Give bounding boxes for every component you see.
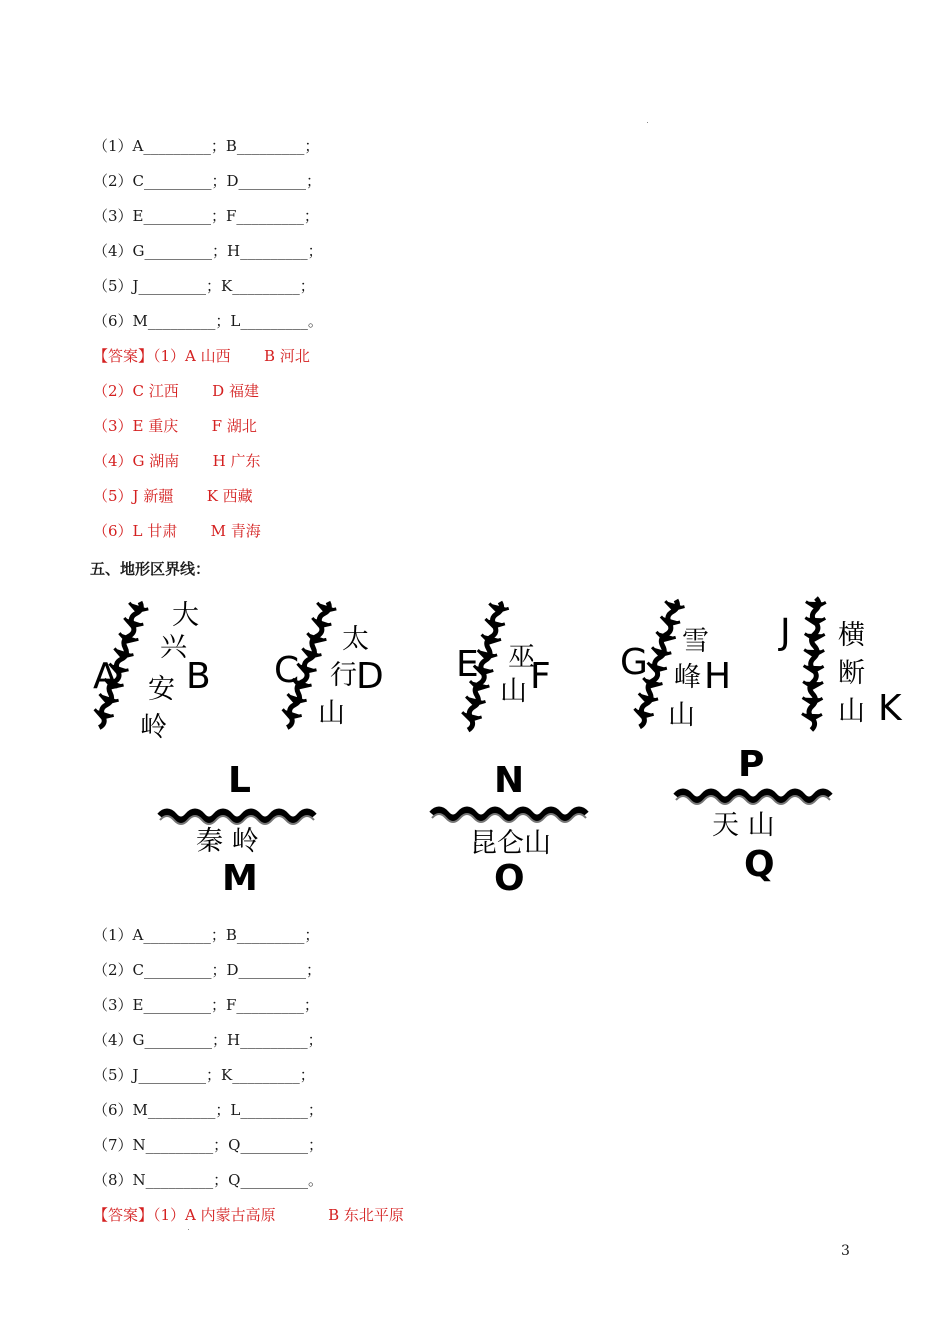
q5-line-1: （1）A_________；B_________； xyxy=(93,926,320,944)
mountain-char: 岭 xyxy=(140,712,167,743)
q4-answer-line-5: （5）J 新疆 K 西藏 xyxy=(93,487,253,505)
answer-text: （1）A 山西 B 河北 xyxy=(153,347,310,365)
label-F: F xyxy=(530,656,551,697)
mountain-char: 山 xyxy=(318,698,345,729)
answer-text: （1）A 内蒙古高原 B 东北平原 xyxy=(153,1206,404,1224)
label-P: P xyxy=(738,744,765,785)
q4-line-5: （5）J_________；K_________； xyxy=(93,277,315,295)
q4-answer-line-3: （3）E 重庆 F 湖北 xyxy=(93,417,257,435)
q5-answer-line-1 xyxy=(93,1205,404,1225)
answer-tag: 【答案】 xyxy=(93,1206,154,1224)
label-J: J xyxy=(780,612,791,653)
mountain-char: 雪 xyxy=(682,626,709,657)
mountain-name: 天 山 xyxy=(712,810,775,841)
ridge-symbol xyxy=(432,810,586,822)
label-C: C xyxy=(274,650,300,691)
mountain-char: 大 xyxy=(172,600,199,631)
q4-answer-line-6: （6）L 甘肃 M 青海 xyxy=(93,522,261,540)
mountain-char: 太 xyxy=(342,624,369,655)
label-E: E xyxy=(456,644,479,685)
q5-line-7: （7）N_________；Q_________； xyxy=(93,1136,323,1154)
label-A: A xyxy=(93,656,118,697)
mountain-char: 行 xyxy=(330,660,357,691)
q5-line-8: （8）N_________；Q_________。 xyxy=(93,1171,323,1189)
page-number: 3 xyxy=(841,1243,850,1259)
ridge-symbol xyxy=(676,792,830,804)
label-K: K xyxy=(878,688,902,729)
q5-line-6: （6）M_________；L_________； xyxy=(93,1101,323,1119)
mountain-char: 山 xyxy=(668,700,695,731)
q5-line-5: （5）J_________；K_________； xyxy=(93,1066,315,1084)
q5-line-3: （3）E_________；F_________； xyxy=(93,996,319,1014)
q4-answer-line-2: （2）C 江西 D 福建 xyxy=(93,382,259,400)
stray-dot xyxy=(647,122,648,123)
q5-line-4: （4）G_________；H_________； xyxy=(93,1031,323,1049)
label-N: N xyxy=(494,760,525,801)
label-O: O xyxy=(494,858,525,899)
q4-line-3: （3）E_________；F_________； xyxy=(93,207,319,225)
label-G: G xyxy=(620,642,648,683)
mountain-char: 山 xyxy=(838,696,865,727)
mountain-char: 山 xyxy=(500,676,527,707)
mountain-char: 兴 xyxy=(160,632,187,663)
q4-line-6: （6）M_________；L_________。 xyxy=(93,312,323,330)
q4-line-4: （4）G_________；H_________； xyxy=(93,242,323,260)
answer-tag: 【答案】 xyxy=(93,347,154,365)
label-B: B xyxy=(186,656,211,697)
label-H: H xyxy=(704,656,732,697)
label-Q: Q xyxy=(744,844,775,885)
q4-answer-line-4: （4）G 湖南 H 广东 xyxy=(93,452,261,470)
section-title: 五、地形区界线： xyxy=(90,560,211,578)
q4-answer-line-1 xyxy=(93,346,310,366)
ridge-symbol xyxy=(160,812,314,824)
mountain-char: 巫 xyxy=(508,642,535,673)
label-L: L xyxy=(228,760,251,801)
mountain-name: 秦 岭 xyxy=(196,826,259,857)
mountain-name: 昆仑山 xyxy=(470,828,551,859)
label-D: D xyxy=(356,656,384,697)
stray-dot xyxy=(188,1229,189,1230)
mountain-char: 安 xyxy=(148,674,175,705)
q5-line-2: （2）C_________；D_________； xyxy=(93,961,322,979)
terrain-boundary-diagram xyxy=(0,580,950,910)
label-M: M xyxy=(222,858,258,899)
q4-line-2: （2）C_________；D_________； xyxy=(93,172,322,190)
q4-line-1: （1）A_________；B_________； xyxy=(93,137,320,155)
mountain-char: 断 xyxy=(838,658,865,689)
ridge-symbol xyxy=(801,598,826,731)
mountain-char: 横 xyxy=(838,620,865,651)
mountain-char: 峰 xyxy=(674,662,701,693)
